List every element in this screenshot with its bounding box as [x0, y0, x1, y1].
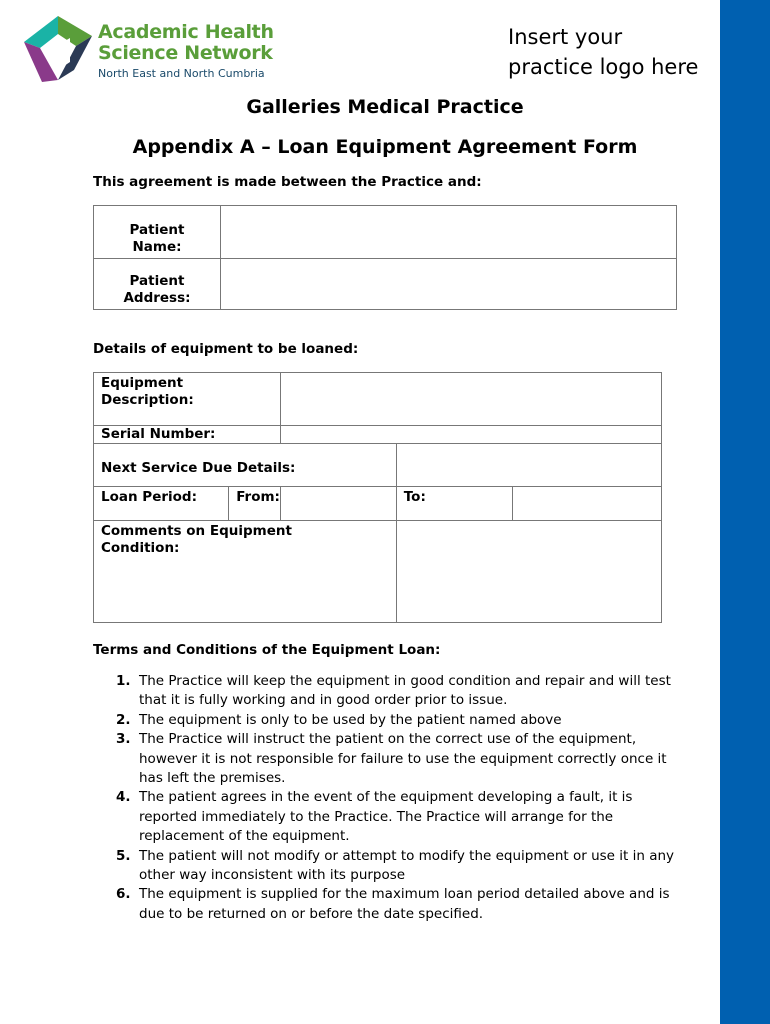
- list-item: [116, 730, 676, 788]
- comments-label-line2: Condition:: [101, 540, 180, 556]
- patient-address-label-line1: Patient: [129, 273, 185, 289]
- term-number: 2.: [116, 711, 131, 728]
- term-number: 4.: [116, 789, 131, 806]
- term-number: 5.: [116, 847, 131, 864]
- patient-address-label-line2: Address:: [123, 290, 191, 306]
- patient-address-field[interactable]: [221, 259, 677, 310]
- equipment-heading: Details of equipment to be loaned:: [93, 341, 359, 357]
- equipment-description-label: [94, 373, 281, 426]
- term-text: The patient will not modify or attempt to modify the equipment or use it in any other way inconsistent with its purpose: [139, 847, 675, 884]
- form-title: Appendix A – Loan Equipment Agreement Form: [132, 136, 638, 158]
- to-label: To:: [396, 487, 513, 521]
- equipment-description-label-line2: Description:: [101, 392, 194, 408]
- list-item: [116, 788, 676, 846]
- ahsn-logo: [22, 14, 282, 84]
- practice-name: Galleries Medical Practice: [246, 96, 524, 118]
- term-text: The patient agrees in the event of the equipment developing a fault, it is reported immediately to the Practice. The Practice will arrange for the replacement of the equipment.: [139, 789, 633, 845]
- logo-subtitle: North East and North Cumbria: [98, 67, 265, 80]
- patient-address-label: [94, 259, 221, 310]
- serial-number-label: Serial Number:: [94, 426, 281, 444]
- term-text: The equipment is supplied for the maximum loan period detailed above and is due to be returned on or before the date specified.: [139, 886, 670, 922]
- term-number: 1.: [116, 673, 131, 689]
- insert-logo-placeholder: [508, 22, 720, 82]
- list-item: [116, 847, 676, 886]
- patient-name-label: [94, 206, 221, 259]
- next-service-field[interactable]: [396, 444, 661, 487]
- logo-title-line2: Science Network: [98, 42, 273, 64]
- term-text: The equipment is only to be used by the patient named above: [139, 711, 562, 728]
- term-number: 3.: [116, 731, 131, 748]
- list-item: [116, 672, 676, 711]
- comments-field[interactable]: [396, 521, 661, 623]
- from-label: From:: [229, 487, 281, 521]
- loan-period-label: Loan Period:: [94, 487, 229, 521]
- patient-name-label-line2: Name:: [132, 239, 182, 255]
- comments-label-line1: Comments on Equipment: [101, 523, 292, 539]
- equipment-description-field[interactable]: [280, 373, 661, 426]
- terms-list: [116, 672, 676, 924]
- insert-logo-line2: practice logo here: [508, 55, 699, 79]
- comments-label: [94, 521, 397, 623]
- to-field[interactable]: [513, 487, 662, 521]
- term-text: The Practice will instruct the patient on the correct use of the equipment, however it is not responsible for failure to use the equipment correctly once it has left the premises.: [139, 731, 667, 787]
- intro-text: This agreement is made between the Practice and:: [93, 174, 482, 190]
- term-number: 6.: [116, 886, 131, 903]
- insert-logo-line1: Insert your: [508, 25, 623, 49]
- equipment-table: [93, 372, 662, 623]
- from-field[interactable]: [280, 487, 396, 521]
- term-text: The Practice will keep the equipment in good condition and repair and will test that it is fully working and in good order prior to issue.: [139, 673, 671, 709]
- patient-table: [93, 205, 677, 310]
- terms-heading: Terms and Conditions of the Equipment Loan:: [93, 642, 441, 658]
- next-service-label: Next Service Due Details:: [94, 444, 397, 487]
- patient-name-label-line1: Patient: [129, 222, 185, 238]
- ahsn-logo-icon: [22, 14, 94, 84]
- list-item: [116, 711, 676, 730]
- logo-title-line1: Academic Health: [98, 22, 274, 43]
- equipment-description-label-line1: Equipment: [101, 375, 184, 391]
- serial-number-field[interactable]: [280, 426, 661, 444]
- list-item: [116, 885, 676, 924]
- patient-name-field[interactable]: [221, 206, 677, 259]
